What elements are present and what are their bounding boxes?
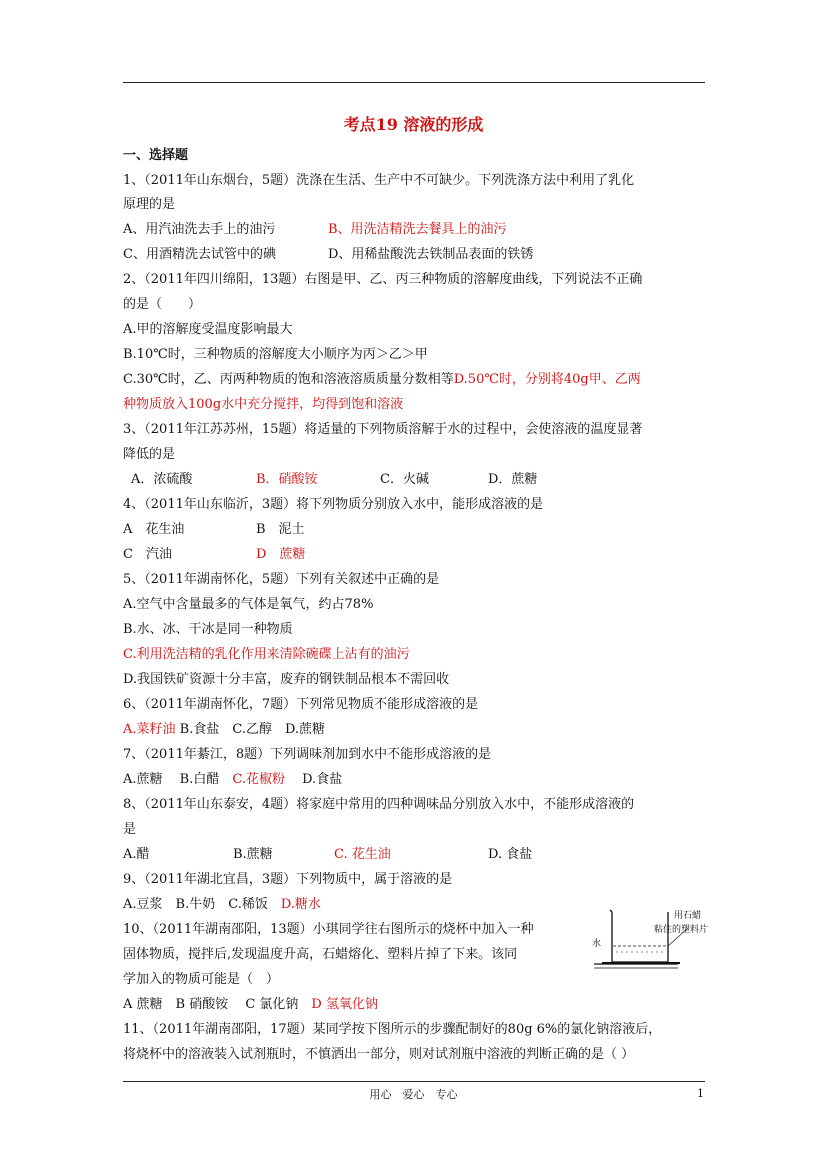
q4-option-d-answer: D 蔗糖 [256,547,306,562]
q6-option-a-answer: A.菜籽油 [123,722,176,737]
q1-option-b-answer: B、用洗洁精洗去餐具上的油污 [328,222,507,237]
q8-option-d: D. 食盐 [488,847,533,862]
q5-option-a: A.空气中含量最多的气体是氧气，约占78% [123,597,374,612]
q4-option-b: B 泥土 [256,522,305,537]
beaker-outline [610,910,668,962]
q4-option-c: C 汽油 [123,547,172,562]
q6-stem: 6、（2011年湖南怀化，7题）下列常见物质不能形成溶液的是 [123,697,479,712]
beaker-figure [588,906,710,978]
q1-option-d: D、用稀盐酸洗去铁制品表面的铁锈 [328,247,534,262]
q10-stem-line3: 学加入的物质可能是（ ） [123,972,280,987]
q8-option-b: B.蔗糖 [233,847,273,862]
q2-stem-line2: 的是（ ） [123,297,202,312]
q10-options-abc: A 蔗糖 B 硝酸铵 C 氯化钠 [123,997,312,1012]
q1-option-c: C、用酒精洗去试管中的碘 [123,247,276,262]
q9-options-abc: A.豆浆 B.牛奶 C.稀饭 [123,897,281,912]
q8-stem-line2: 是 [123,822,137,837]
q2-option-a: A.甲的溶解度受温度影响最大 [123,322,293,337]
q2-option-c [123,371,641,389]
q7-stem: 7、（2011年綦江，8题）下列调味剂加到水中不能形成溶液的是 [123,747,492,762]
q5-option-c-answer: C.利用洗洁精的乳化作用来清除碗碟上沾有的油污 [123,647,410,662]
q3-stem-line1: 3、（2011年江苏苏州，15题）将适量的下列物质溶解于水的过程中，会使溶液的温度显著 [123,422,643,437]
fig-label-line2: 粘住的塑料片 [654,925,709,935]
page-number: 1 [697,1087,704,1100]
q7-option-c-answer: C.花椒粉 [232,772,285,787]
q4-stem: 4、（2011年山东临沂，3题）将下列物质分别放入水中，能形成溶液的是 [123,497,544,512]
q3-option-b-answer: B．硝酸铵 [256,472,318,487]
header-rule [123,82,705,83]
q1-stem-line1: 1、（2011年山东烟台，5题）洗涤在生活、生产中不可缺少。下列洗涤方法中利用了乳化 [123,173,635,188]
q8-stem-line1: 8、（2011年山东泰安，4题）将家庭中常用的四种调味品分别放入水中，不能形成溶液的 [123,797,635,812]
q10-stem-line1: 10、（2011年湖南邵阳，13题）小琪同学往右图所示的烧杯中加入一种 [123,922,534,937]
q2-stem-line1: 2、（2011年四川绵阳，13题）右图是甲、乙、丙三种物质的溶解度曲线，下列说法不正确 [123,272,643,287]
q10-stem-line2: 固体物质，搅拌后,发现温度升高，石蜡熔化、塑料片掉了下来。该同 [123,947,518,962]
fig-water-label: 水 [592,939,602,949]
q3-stem-line2: 降低的是 [123,447,176,462]
q8-option-c-answer: C. 花生油 [334,847,391,862]
q5-option-b: B.水、冰、干冰是同一种物质 [123,622,293,637]
q3-option-a: A．浓硫酸 [131,472,193,487]
q5-stem: 5、（2011年湖南怀化，5题）下列有关叙述中正确的是 [123,572,440,587]
q6-options-rest: B.食盐 C.乙醇 D.蔗糖 [175,722,326,737]
q9-options [123,896,321,914]
q11-stem-line1: 11、（2011年湖南邵阳，17题）某同学按下图所示的步骤配制好的80g 6%的氯化钠溶液后， [123,1022,662,1037]
section-heading: 一、选择题 [123,148,189,163]
q5-option-d: D.我国铁矿资源十分丰富，废弃的钢铁制品根本不需回收 [123,672,450,687]
q9-stem: 9、（2011年湖北宜昌，3题）下列物质中，属于溶液的是 [123,872,453,887]
q7-option-d: D.食盐 [284,772,343,787]
q2-option-d-answer: D.50℃时，分别将40g甲、乙两 [453,372,641,387]
q10-options [123,996,378,1014]
q7-options-ab: A.蔗糖 B.白醋 [123,772,233,787]
q2-option-c-text: C.30℃时，乙、丙两种物质的饱和溶液溶质质量分数相等 [123,372,454,387]
q10-option-d-answer: D 氢氧化钠 [311,997,378,1012]
q8-option-a: A.醋 [123,847,150,862]
page-footer: 用心 爱心 专心 [369,1088,458,1101]
q3-option-c: C．火碱 [380,472,429,487]
q4-option-a: A 花生油 [123,522,185,537]
q2-option-b: B.10℃时，三种物质的溶解度大小顺序为丙＞乙＞甲 [123,347,428,362]
q6-options [123,721,325,739]
footer-rule [123,1081,705,1082]
q1-stem-line2: 原理的是 [123,197,176,212]
q2-option-d-answer-cont: 种物质放入100g水中充分搅拌，均得到饱和溶液 [123,397,404,412]
q9-option-d-answer: D.糖水 [280,897,321,912]
q1-option-a: A、用汽油洗去手上的油污 [123,222,276,237]
q3-option-d: D．蔗糖 [488,472,538,487]
q7-options [123,771,342,789]
page-title: 考点19 溶液的形成 [343,115,484,134]
q11-stem-line2: 将烧杯中的溶液装入试剂瓶时，不慎洒出一部分，则对试剂瓶中溶液的判断正确的是（ ） [123,1047,635,1062]
fig-label-line1: 用石蜡 [674,911,702,921]
